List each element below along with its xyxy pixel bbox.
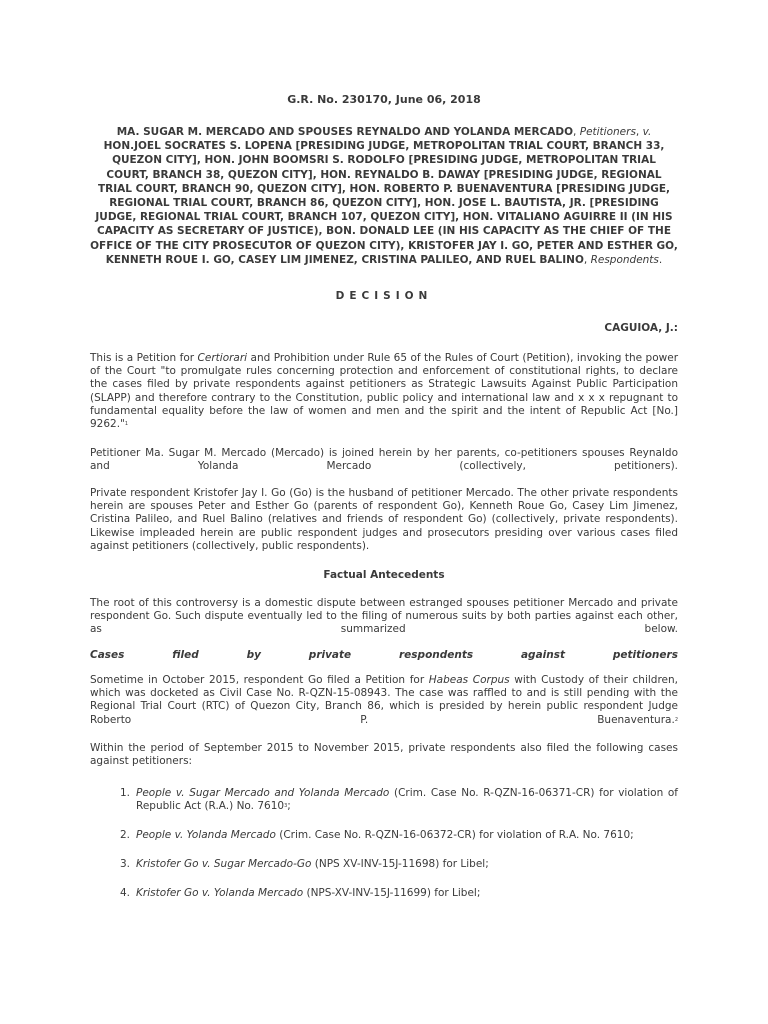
list-item-number: 3. [119,858,130,870]
cases-heading-word: respondents [399,649,474,661]
case-details: (NPS XV-INV-15J-11698) for Libel; [311,858,489,870]
p5-habeas-corpus: Habeas Corpus [428,674,510,686]
cases-heading-word: against [520,649,565,661]
paragraph-petitioners: Petitioner Ma. Sugar M. Mercado (Mercado) is joined herein by her parents, co-petitioners spouses Reynaldo and Yolanda Mercado (collectively, petitioners). [90,447,678,473]
cases-heading-word: private [308,649,352,661]
factual-antecedents-heading: Factual Antecedents [323,569,445,581]
list-item-number: 2. [119,829,130,841]
list-item [112,887,678,901]
cases-heading-word: filed [172,649,199,661]
case-title: People v. Sugar Mercado and Yolanda Mercado [136,787,390,799]
paragraph-petition-intro [90,352,678,431]
case-details: (Crim. Case No. R-QZN-16-06371-CR) for violation of Republic Act (R.A.) No. 7610 [136,787,678,813]
list-item [112,829,678,843]
case-title: Kristofer Go v. Sugar Mercado-Go [136,858,312,870]
list-item [112,858,678,872]
cases-heading-word: petitioners [612,649,678,661]
p5-text-a: Sometime in October 2015, respondent Go filed a Petition for [90,674,429,686]
case-details: (Crim. Case No. R-QZN-16-06372-CR) for violation of R.A. No. 7610; [275,829,634,841]
footnote-ref-2[interactable]: 2 [674,716,678,723]
p5-text-b: with Custody of their children, which was docketed as Civil Case No. R-QZN-15-08943. The case was raffled to and is still pending with the Regional Trial Court (RTC) of Quezon City, Branch 86, which is presided by herein public respondent Judge Roberto P. Buenaventura. [90,674,678,726]
list-item-text [136,858,678,871]
list-item-number: 1. [119,787,130,799]
decision-heading: DECISION [335,290,433,302]
p1-text-a: This is a Petition for [90,352,198,364]
list-item-number: 4. [119,887,130,899]
list-item-text [136,787,678,813]
footnote-ref-3[interactable]: 3 [284,803,288,810]
paragraph-controversy-root: The root of this controversy is a domestic dispute between estranged spouses petitioner Mercado and private respondent Go. Such dispute eventually led to the filing of numerous suits by both parties against each other, as summarized below. [90,597,678,636]
case-caption: MA. SUGAR M. MERCADO AND SPOUSES REYNALDO AND YOLANDA MERCADO, Petitioners, v. HON.JOEL SOCRATES S. LOPENA [PRESIDING JUDGE, METROPOLITAN TRIAL COURT, BRANCH 33, QUEZON CITY], HON. JOHN BOOMSRI S. RODOLFO [PRESIDING JUDGE, METROPOLITAN TRIAL COURT, BRANCH 38, QUEZON CITY], HON. REYNALDO B. DAWAY [PRESIDING JUDGE, REGIONAL TRIAL COURT, BRANCH 90, QUEZON CITY], HON. ROBERTO P. BUENAVENTURA [PRESIDING JUDGE, REGIONAL TRIAL COURT, BRANCH 86, QUEZON CITY], HON. JOSE L. BAUTISTA, JR. [PRESIDING JUDGE, REGIONAL TRIAL COURT, BRANCH 107, QUEZON CITY], HON. VITALIANO AGUIRRE II (IN HIS CAPACITY AS SECRETARY OF JUSTICE), BON. DONALD LEE (IN HIS CAPACITY AS THE CHIEF OF THE OFFICE OF THE CITY PROSECUTOR OF QUEZON CITY), KRISTOFER JAY I. GO, PETER AND ESTHER GO, KENNETH ROUE I. GO, CASEY LIM JIMENEZ, CRISTINA PALILEO, AND RUEL BALINO, Respondents. [90,126,678,266]
petitioners-names: MA. SUGAR M. MERCADO AND SPOUSES REYNALDO AND YOLANDA MERCADO [116,126,574,138]
case-title: Kristofer Go v. Yolanda Mercado [136,887,304,899]
petitioners-label: Petitioners [579,126,636,138]
case-tail: ; [287,800,291,813]
paragraph-respondents: Private respondent Kristofer Jay I. Go (Go) is the husband of petitioner Mercado. The other private respondents herein are spouses Peter and Esther Go (parents of respondent Go), Kenneth Roue Go, Casey Lim Jimenez, Cristina Palileo, and Ruel Balino (relatives and friends of respondent Go) (collectively, private respondents). Likewise impleaded herein are public respondent judges and prosecutors presiding over various cases filed against petitioners (collectively, public respondents). [90,487,678,552]
case-number-title: G.R. No. 230170, June 06, 2018 [287,93,481,106]
list-item [112,787,678,815]
cases-heading-word: by [246,649,261,661]
list-item-text [136,829,678,842]
cases-heading-word: Cases [90,649,125,661]
footnote-ref-1[interactable]: 1 [124,421,129,428]
respondents-names: HON.JOEL SOCRATES S. LOPENA [PRESIDING JUDGE, METROPOLITAN TRIAL COURT, BRANCH 33, QUEZON CITY], HON. JOHN BOOMSRI S. RODOLFO [PRESIDING JUDGE, METROPOLITAN TRIAL COURT, BRANCH 38, QUEZON CITY], HON. REYNALDO B. DAWAY [PRESIDING JUDGE, REGIONAL TRIAL COURT, BRANCH 90, QUEZON CITY], HON. ROBERTO P. BUENAVENTURA [PRESIDING JUDGE, REGIONAL TRIAL COURT, BRANCH 86, QUEZON CITY], HON. JOSE L. BAUTISTA, JR. [PRESIDING JUDGE, REGIONAL TRIAL COURT, BRANCH 107, QUEZON CITY], HON. VITALIANO AGUIRRE II (IN HIS CAPACITY AS SECRETARY OF JUSTICE), BON. DONALD LEE (IN HIS CAPACITY AS THE CHIEF OF THE OFFICE OF THE CITY PROSECUTOR OF QUEZON CITY), KRISTOFER JAY I. GO, PETER AND ESTHER GO, KENNETH ROUE I. GO, CASEY LIM JIMENEZ, CRISTINA PALILEO, AND RUEL BALINO [90,140,678,266]
ponente: CAGUIOA, J.: [604,322,678,334]
respondents-label: Respondents [590,253,659,266]
versus-label: v. [642,126,652,138]
paragraph-habeas-corpus [90,674,678,727]
list-item-text [136,887,678,900]
p1-certiorari: Certiorari [197,352,248,364]
p1-text-b: and Prohibition under Rule 65 of the Rules of Court (Petition), invoking the power of the Court "to promulgate rules concerning protection and enforcement of constitutional rights, to declare the cases filed by private respondents against petitioners as Strategic Lawsuits Against Public Participation (SLAPP) and therefore contrary to the Constitution, public policy and international law and x x x repugnant to fundamental equality before the law of women and men and the spirit and the intent of Republic Act [No.] 9262." [90,352,679,431]
case-details: (NPS-XV-INV-15J-11699) for Libel; [303,887,481,899]
case-title: People v. Yolanda Mercado [136,829,276,841]
paragraph-cases-intro: Within the period of September 2015 to November 2015, private respondents also filed the following cases against petitioners: [90,742,678,768]
cases-filed-heading [90,649,678,662]
